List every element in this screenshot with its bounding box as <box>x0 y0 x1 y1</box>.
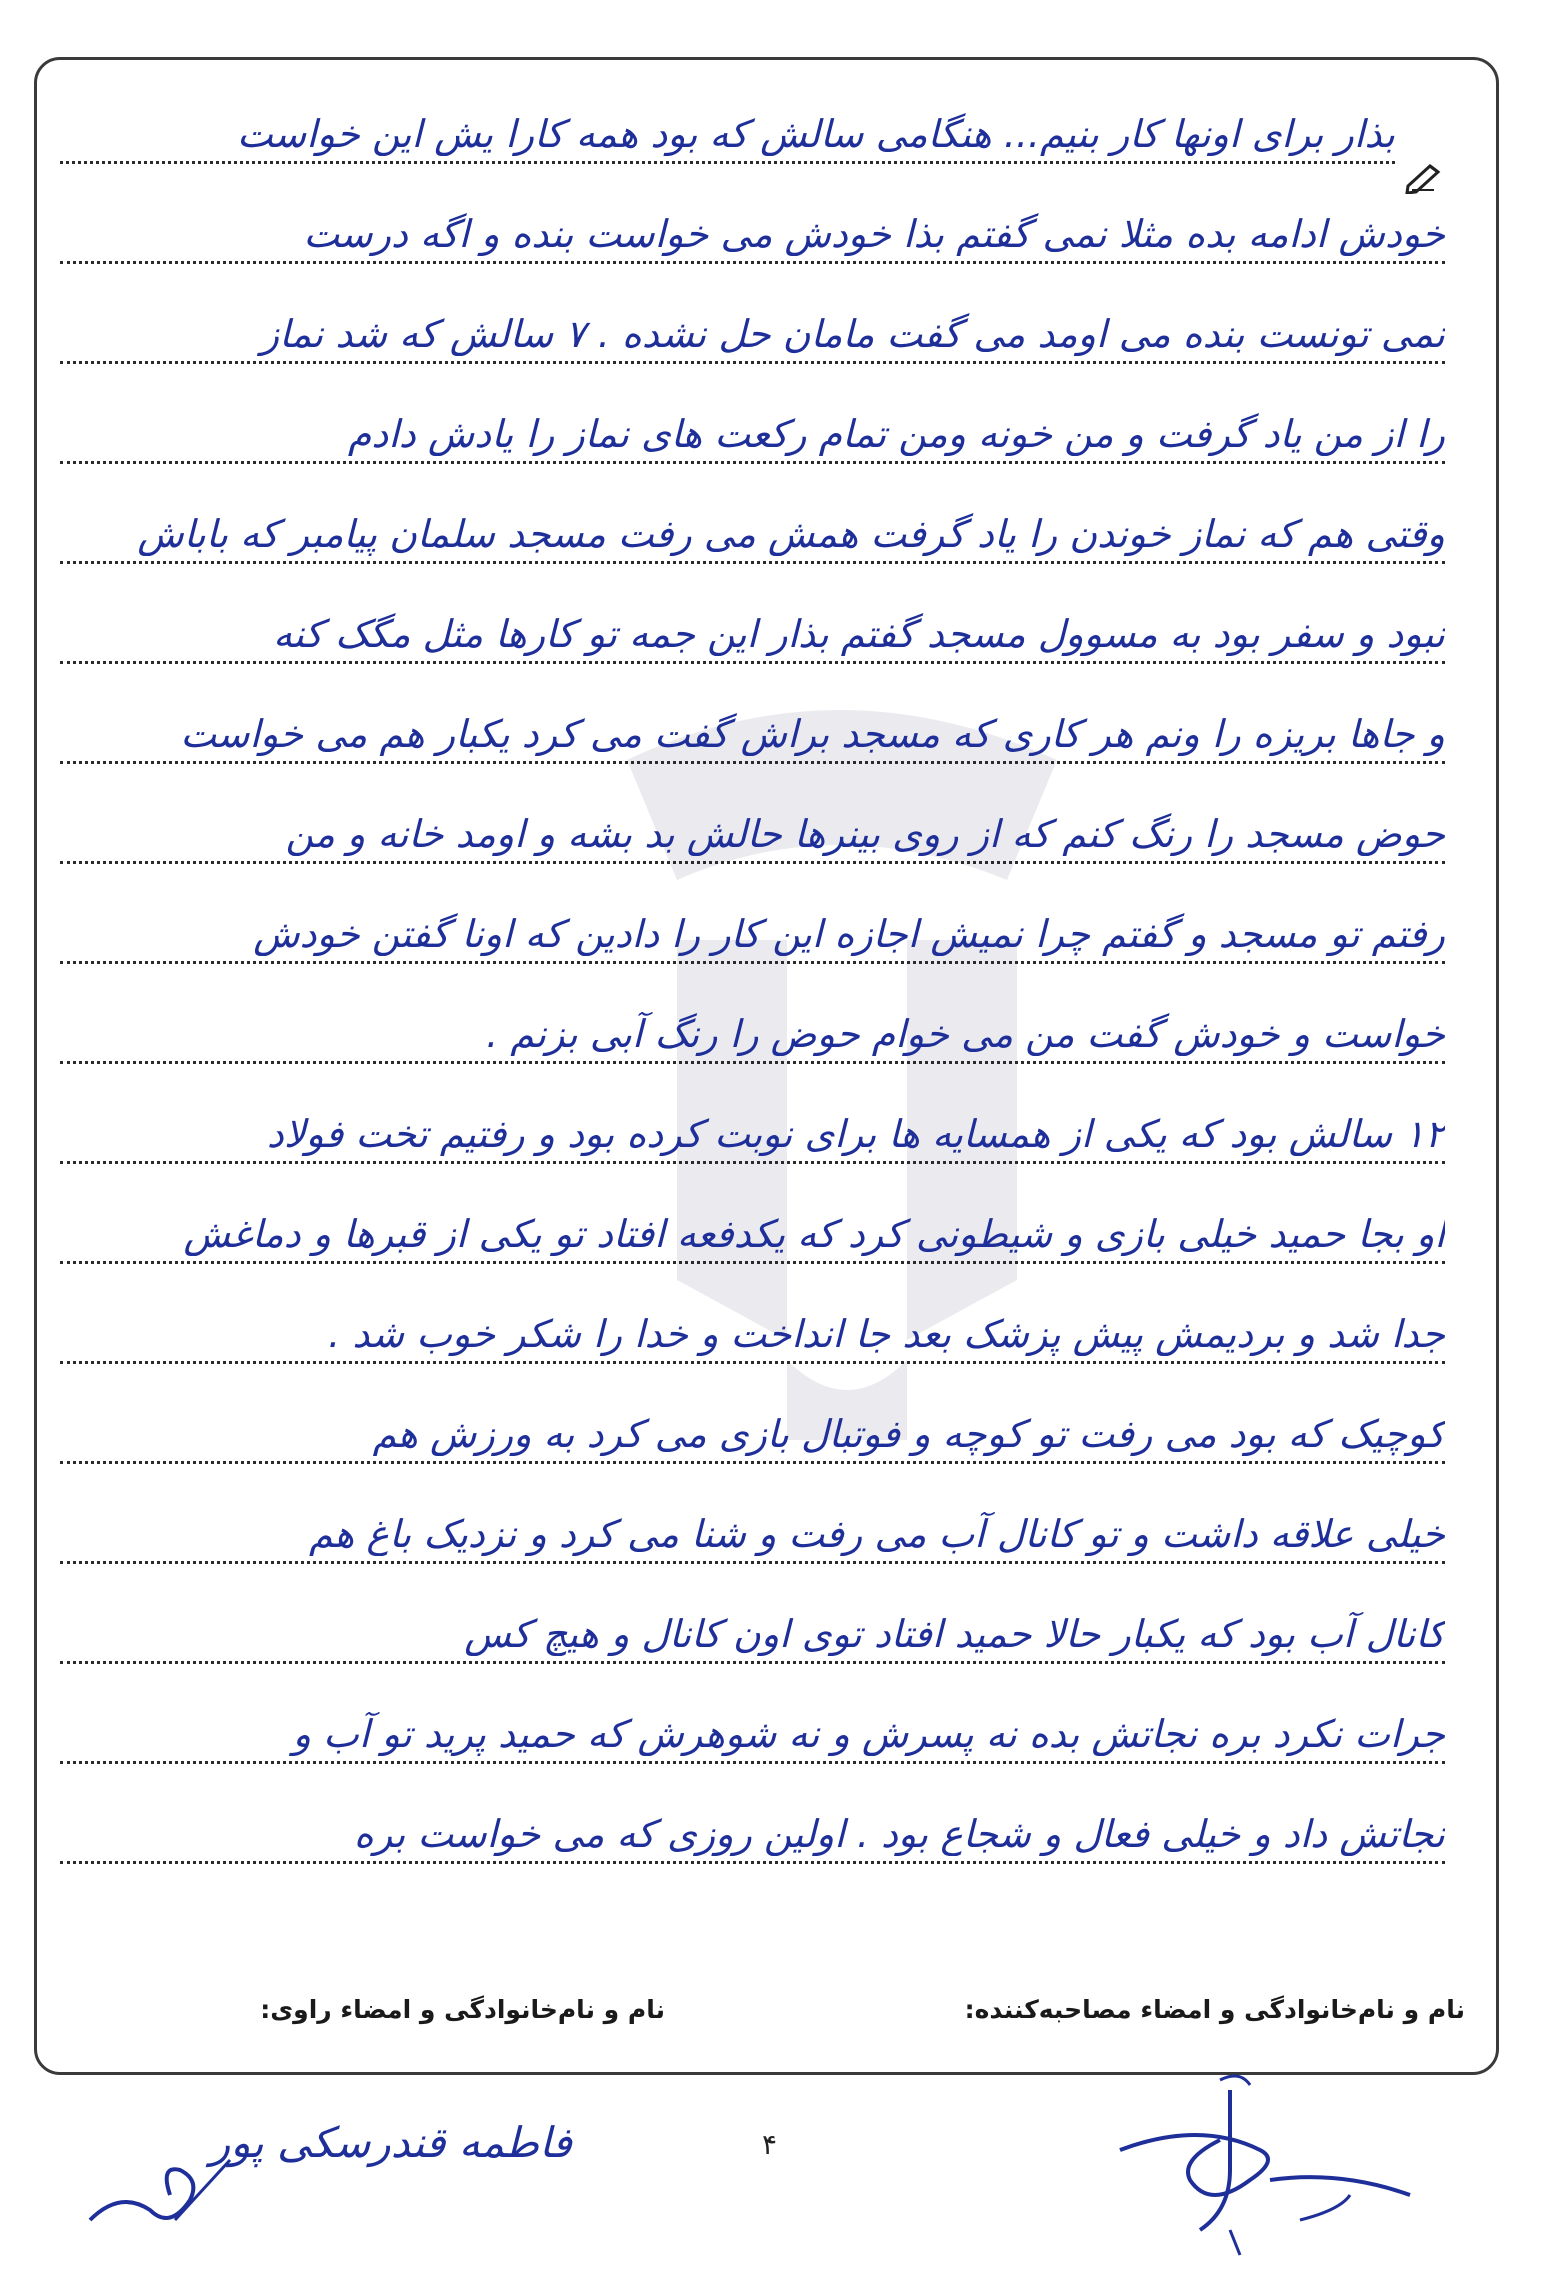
narrator-label: نام و نام‌خانوادگی و امضاء راوی: <box>260 1995 665 2024</box>
handwritten-text: ۱۲ سالش بود که یکی از همسایه ها برای نوبت کرده بود و رفتیم تخت فولاد <box>266 1112 1445 1156</box>
handwritten-text: خودش ادامه بده مثلا نمی گفتم بذا خودش می خواست بنده و اگه درست <box>303 212 1445 256</box>
dotted-rule <box>60 161 1395 164</box>
handwritten-line <box>60 1170 1445 1270</box>
handwritten-line <box>60 70 1395 170</box>
dotted-rule <box>60 261 1445 264</box>
handwritten-text: رفتم تو مسجد و گفتم چرا نمیش اجازه این کار را دادین که اونا گفتن خودش <box>253 912 1445 956</box>
handwritten-line <box>60 1570 1445 1670</box>
dotted-rule <box>60 761 1445 764</box>
handwritten-line <box>60 1770 1445 1870</box>
handwritten-line <box>60 370 1445 470</box>
handwritten-text: بذار برای اونها کار بنیم... هنگامی سالش که بود همه کارا یش این خواست <box>237 112 1395 156</box>
handwritten-line <box>60 170 1445 270</box>
handwritten-line <box>60 1370 1445 1470</box>
dotted-rule <box>60 1461 1445 1464</box>
handwritten-text: نبود و سفر بود به مسوول مسجد گفتم بذار این جمه تو کارها مثل مگک کنه <box>273 612 1445 656</box>
interviewer-signature-icon <box>1080 2060 1440 2260</box>
dotted-rule <box>60 1261 1445 1264</box>
dotted-rule <box>60 1561 1445 1564</box>
handwritten-text: جرات نکرد بره نجاتش بده نه پسرش و نه شوهرش که حمید پرید تو آب و <box>292 1712 1445 1756</box>
signature-labels <box>80 1995 1465 2045</box>
handwritten-line <box>60 970 1445 1070</box>
handwritten-text: نجاتش داد و خیلی فعال و شجاع بود . اولین روزی که می خواست بره <box>353 1812 1445 1856</box>
handwritten-text: و جاها بریزه را ونم هر کاری که مسجد براش گفت می کرد یکبار هم می خواست <box>180 712 1445 756</box>
handwritten-text: نمی تونست بنده می اومد می گفت مامان حل نشده . ۷ سالش که شد نماز <box>260 312 1445 356</box>
dotted-rule <box>60 361 1445 364</box>
handwritten-line <box>60 770 1445 870</box>
dotted-rule <box>60 861 1445 864</box>
dotted-rule <box>60 1761 1445 1764</box>
handwritten-text: او بجا حمید خیلی بازی و شیطونی کرد که یکدفعه افتاد تو یکی از قبرها و دماغش <box>183 1212 1445 1256</box>
dotted-rule <box>60 1061 1445 1064</box>
dotted-rule <box>60 661 1445 664</box>
page-number: ۴ <box>762 2128 778 2161</box>
handwritten-text: خیلی علاقه داشت و تو کانال آب می رفت و شنا می کرد و نزدیک باغ هم <box>309 1512 1445 1556</box>
handwritten-line <box>60 1670 1445 1770</box>
handwritten-line <box>60 470 1445 570</box>
dotted-rule <box>60 1661 1445 1664</box>
dotted-rule <box>60 961 1445 964</box>
interviewer-label: نام و نام‌خانوادگی و امضاء مصاحبه‌کننده: <box>964 1995 1465 2024</box>
narrator-name: فاطمه قندرسکی پور <box>210 2118 572 2167</box>
handwritten-text: را از من یاد گرفت و من خونه ومن تمام رکعت های نماز را یادش دادم <box>347 412 1445 456</box>
handwritten-line <box>60 1270 1445 1370</box>
handwritten-line <box>60 570 1445 670</box>
handwritten-line <box>60 1470 1445 1570</box>
dotted-rule <box>60 561 1445 564</box>
dotted-rule <box>60 461 1445 464</box>
dotted-rule <box>60 1361 1445 1364</box>
handwritten-text: جدا شد و بردیمش پیش پزشک بعد جا انداخت و خدا را شکر خوب شد . <box>328 1312 1445 1356</box>
handwritten-text: وقتی هم که نماز خوندن را یاد گرفت همش می رفت مسجد سلمان پیامبر که باباش <box>137 512 1445 556</box>
handwritten-text: کانال آب بود که یکبار حالا حمید افتاد توی اون کانال و هیچ کس <box>464 1612 1445 1656</box>
handwritten-line <box>60 270 1445 370</box>
handwritten-line <box>60 670 1445 770</box>
dotted-rule <box>60 1861 1445 1864</box>
handwritten-line <box>60 1070 1445 1170</box>
handwritten-text: خواست و خودش گفت من می خوام حوض را رنگ آبی بزنم . <box>486 1012 1445 1056</box>
handwritten-line <box>60 870 1445 970</box>
handwritten-text: کوچیک که بود می رفت تو کوچه و فوتبال بازی می کرد به ورزش هم <box>372 1412 1445 1456</box>
dotted-rule <box>60 1161 1445 1164</box>
handwritten-text: حوض مسجد را رنگ کنم که از روی بینرها حالش بد بشه و اومد خانه و من <box>285 812 1445 856</box>
